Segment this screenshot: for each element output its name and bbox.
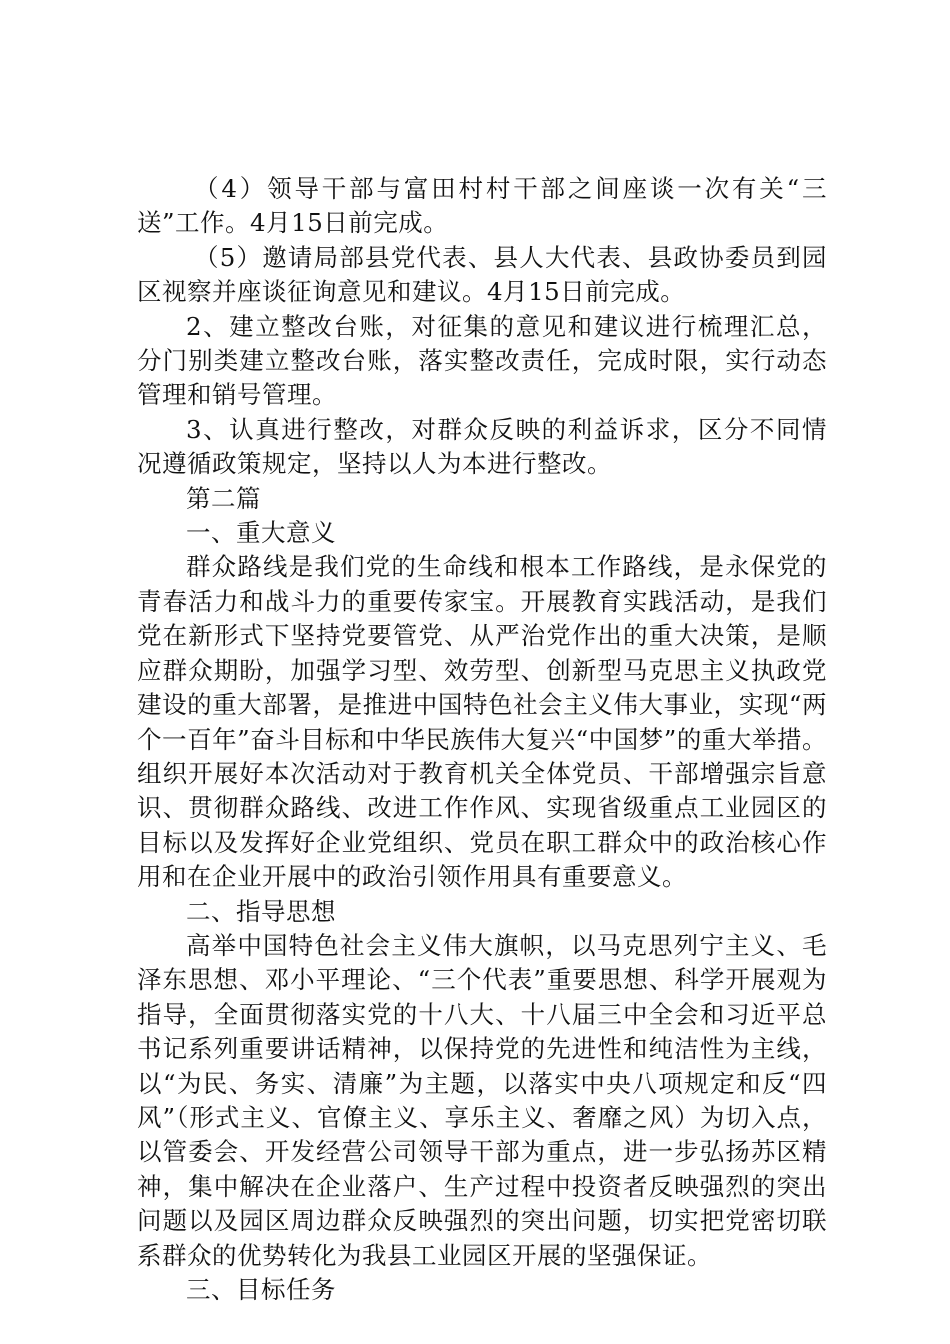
heading-goals-tasks: 三、目标任务 bbox=[186, 1275, 336, 1304]
paragraph-significance: 群众路线是我们党的生命线和根本工作路线，是永保党的青春活力和战斗力的重要传家宝。开展教育实践活动，是我们党在新形式下坚持党要管党、从严治党作出的重大决策，是顺应群众期盼，加强学习型、效劳型、创新型马克思主义执政党建设的重大部署，是推进中国特色社会主义伟大事业，实现“两个一百年”奋斗目标和中华民族伟大复兴“中国梦”的重大举措。组织开展好本次活动对于教育机关全体党员、干部增强宗旨意识、贯彻群众路线、改进工作作风、实现省级重点工业园区的目标以及发挥好企业党组织、党员在职工群众中的政治核心作用和在企业开展中的政治引领作用具有重要意义。 bbox=[137, 552, 827, 892]
paragraph-rectification: 3、认真进行整改，对群众反映的利益诉求，区分不同情况遵循政策规定，坚持以人为本进行整改。 bbox=[137, 414, 827, 479]
heading-significance: 一、重大意义 bbox=[186, 518, 336, 548]
paragraph-rectification-ledger: 2、建立整改台账，对征集的意见和建议进行梳理汇总，分门别类建立整改台账，落实整改责任，完成时限，实行动态管理和销号管理。 bbox=[137, 311, 827, 410]
section-title: 第二篇 bbox=[186, 483, 261, 513]
heading-guiding-thought: 二、指导思想 bbox=[186, 896, 336, 926]
paragraph-item-4: （4）领导干部与富田村村干部之间座谈一次有关“三送”工作。4月15日前完成。 bbox=[137, 174, 827, 238]
paragraph-item-5: （5）邀请局部县党代表、县人大代表、县政协委员到园区视察并座谈征询意见和建议。4月15日前完成。 bbox=[137, 242, 827, 307]
paragraph-guiding-thought: 高举中国特色社会主义伟大旗帜，以马克思列宁主义、毛泽东思想、邓小平理论、“三个代表”重要思想、科学开展观为指导，全面贯彻落实党的十八大、十八届三中全会和习近平总书记系列重要讲话精神，以保持党的先进性和纯洁性为主线，以“为民、务实、清廉”为主题，以落实中央八项规定和反“四风”（形式主义、官僚主义、享乐主义、奢靡之风）为切入点，以管委会、开发经营公司领导干部为重点，进一步弘扬苏区精神，集中解决在企业落户、生产过程中投资者反映强烈的突出问题以及园区周边群众反映强烈的突出问题，切实把党密切联系群众的优势转化为我县工业园区开展的坚强保证。 bbox=[137, 930, 827, 1270]
document-body bbox=[137, 172, 827, 1307]
